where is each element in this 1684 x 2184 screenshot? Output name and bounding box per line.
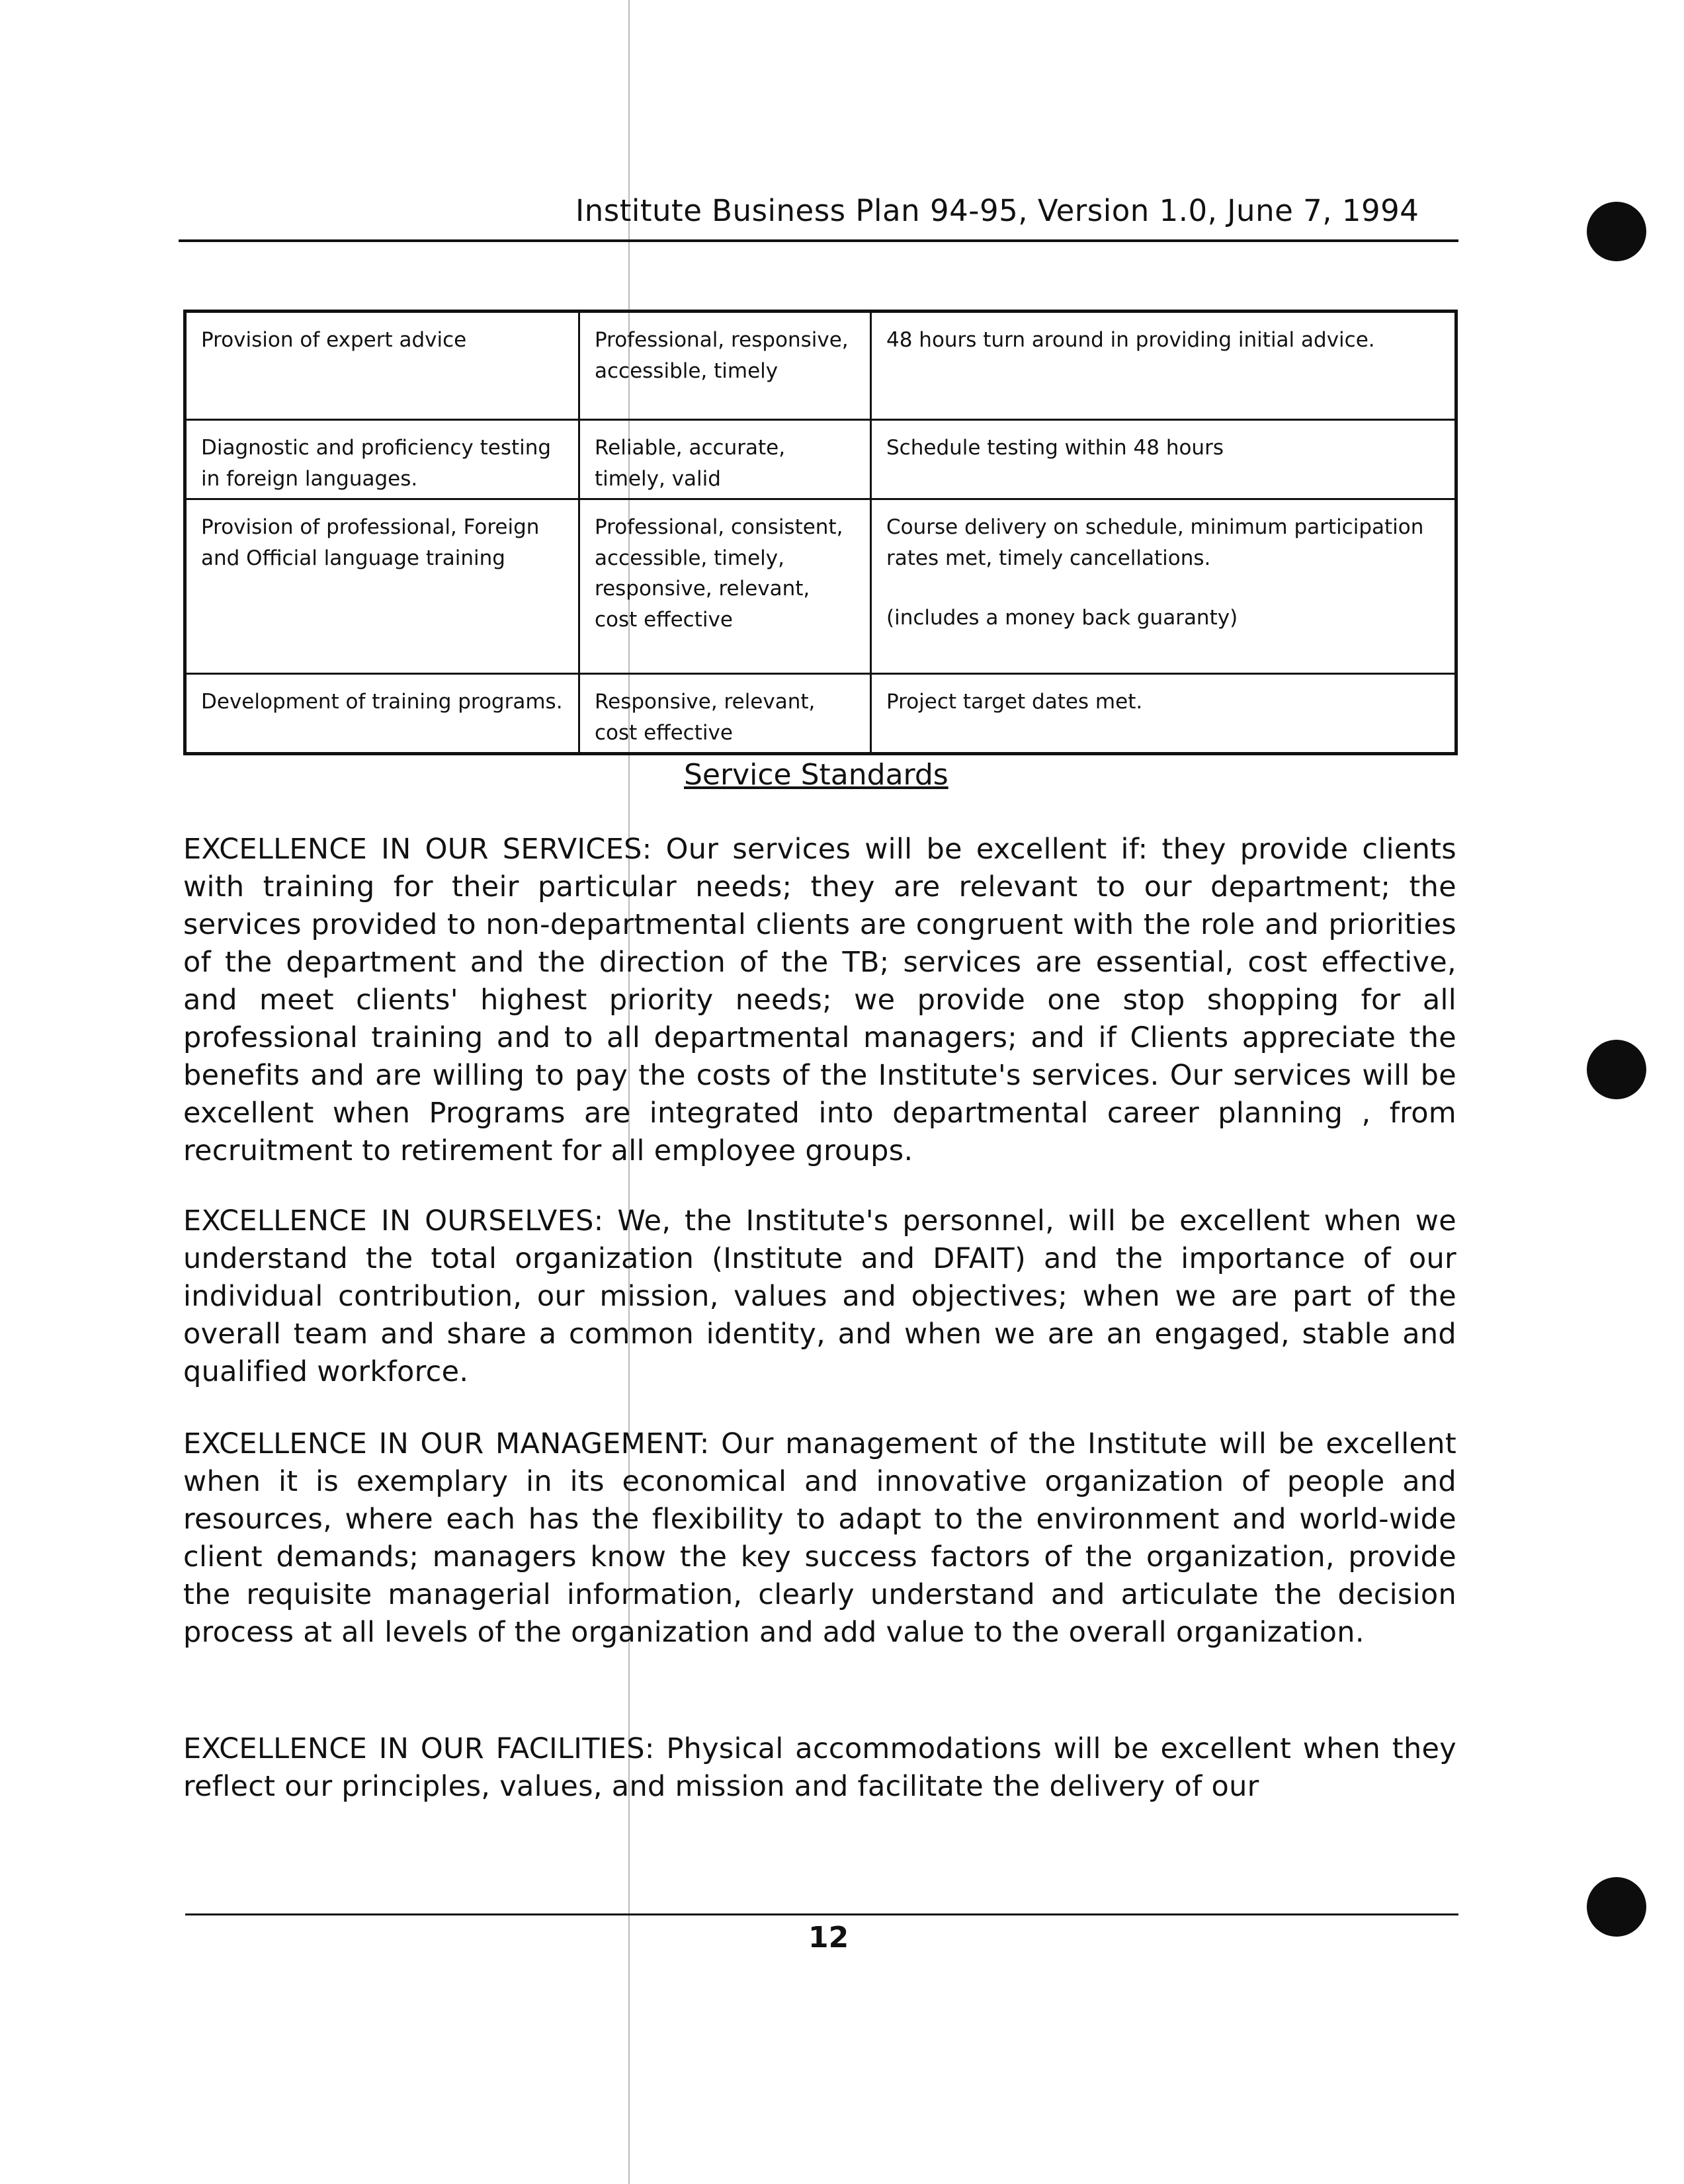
table-caption: Service Standards — [684, 758, 948, 792]
standard-cell: 48 hours turn around in providing initial advice. — [871, 312, 1456, 420]
attributes-cell: Professional, consistent, accessible, timely, responsive, relevant, cost effective — [579, 499, 871, 674]
punch-hole-icon — [1587, 1040, 1646, 1099]
standard-text: Course delivery on schedule, minimum participation rates met, timely cancellations. — [886, 515, 1424, 570]
paragraph-excellence-services: EXCELLENCE IN OUR SERVICES: Our services will be excellent if: they provide clients with training for their particular needs; they are relevant to our department; the services provided to non-departmental clients are congruent with the role and priorities of the department and the direction of the TB; services are essential, cost effective, and meet clients' highest priority needs; we provide one stop shopping for all professional training and to all departmental managers; and if Clients appreciate the benefits and are willing to pay the costs of the Institute's services. Our services will be excellent when Programs are integrated into departmental career planning , from recruitment to retirement for all employee groups. — [183, 833, 1456, 1167]
punch-hole-icon — [1587, 1877, 1646, 1937]
table-row — [185, 674, 1456, 754]
standard-note: (includes a money back guaranty) — [886, 606, 1238, 630]
table-row — [185, 312, 1456, 420]
service-cell: Diagnostic and proficiency testing in foreign languages. — [185, 420, 579, 499]
attributes-cell: Reliable, accurate, timely, valid — [579, 420, 871, 499]
standard-cell: Project target dates met. — [871, 674, 1456, 754]
service-cell: Provision of professional, Foreign and Official language training — [185, 499, 579, 674]
service-cell: Development of training programs. — [185, 674, 579, 754]
header-rule — [179, 239, 1458, 242]
attributes-cell: Responsive, relevant, cost effective — [579, 674, 871, 754]
table-row — [185, 499, 1456, 674]
service-cell: Provision of expert advice — [185, 312, 579, 420]
page-number: 12 — [808, 1921, 849, 1954]
paragraph-excellence-management: EXCELLENCE IN OUR MANAGEMENT: Our management of the Institute will be excellent when it is exemplary in its economical and innovative organization of people and resources, where each has the flexibility to adapt to the environment and world-wide client demands; managers know the key success factors of the organization, provide the requisite managerial information, clearly understand and articulate the decision process at all levels of the organization and add value to the overall organization. — [183, 1427, 1456, 1649]
paragraph-excellence-facilities: EXCELLENCE IN OUR FACILITIES: Physical accommodations will be excellent when they reflect our principles, values, and mission and facilitate the delivery of our — [183, 1732, 1456, 1803]
standard-cell: Schedule testing within 48 hours — [871, 420, 1456, 499]
service-standards-table — [183, 310, 1458, 755]
standard-cell — [871, 499, 1456, 674]
footer-rule — [185, 1913, 1458, 1915]
punch-hole-icon — [1587, 202, 1646, 261]
attributes-cell: Professional, responsive, accessible, timely — [579, 312, 871, 420]
paragraph-excellence-ourselves: EXCELLENCE IN OURSELVES: We, the Institute's personnel, will be excellent when we understand the total organization (Institute and DFAIT) and the importance of our individual contribution, our mission, values and objectives; when we are part of the overall team and share a common identity, and when we are an engaged, stable and qualified workforce. — [183, 1204, 1456, 1388]
document-header-title: Institute Business Plan 94-95, Version 1.0, June 7, 1994 — [575, 193, 1419, 228]
table-row — [185, 420, 1456, 499]
